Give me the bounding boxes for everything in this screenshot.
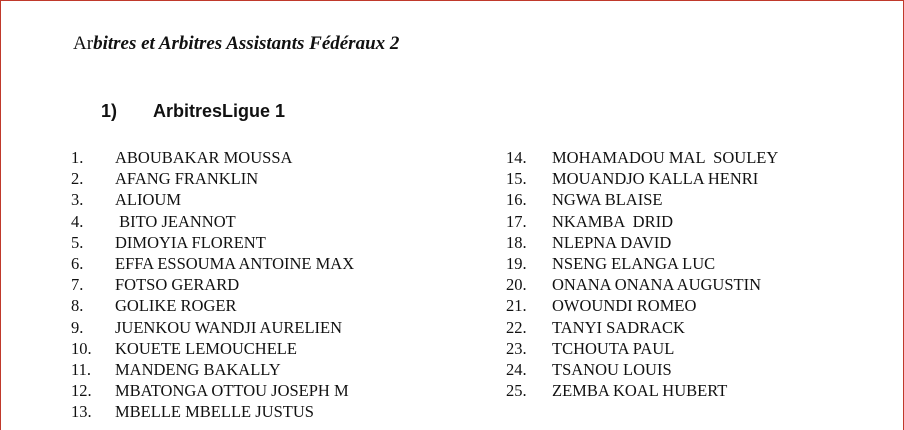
list-item-number: 15. — [506, 169, 527, 189]
list-item — [71, 147, 354, 168]
list-item-number: 9. — [71, 317, 84, 337]
referee-name: EFFA ESSOUMA ANTOINE MAX — [115, 253, 355, 273]
document-title — [73, 33, 399, 55]
list-item-number: 1. — [71, 148, 84, 167]
list-item — [71, 189, 354, 210]
referee-name: MBELLE MBELLE JUSTUS — [115, 402, 314, 422]
referee-name: ABOUBAKAR MOUSSA — [115, 148, 293, 167]
document-title-rest: bitres et Arbitres Assistants Fédéraux 2 — [93, 33, 400, 54]
referee-name: ZEMBA KOAL HUBERT — [552, 381, 728, 401]
list-item-number: 23. — [506, 338, 527, 358]
referee-name: JUENKOU WANDJI AURELIEN — [115, 317, 343, 337]
list-item — [506, 147, 778, 168]
list-item-number: 21. — [506, 296, 527, 316]
list-item-number: 12. — [71, 381, 92, 401]
document-title-lead: Ar — [73, 33, 94, 54]
referee-name: GOLIKE ROGER — [115, 296, 237, 316]
list-item-number: 16. — [506, 190, 527, 210]
list-item — [506, 232, 778, 253]
list-item — [71, 253, 354, 274]
list-item — [71, 317, 354, 338]
list-item — [506, 168, 778, 189]
list-item-number: 14. — [506, 148, 527, 167]
list-item-number: 17. — [506, 211, 527, 231]
referee-name: TSANOU LOUIS — [552, 359, 672, 379]
referee-name: ALIOUM — [115, 190, 181, 210]
referee-name: NSENG ELANGA LUC — [552, 253, 716, 273]
referee-name: NLEPNA DAVID — [552, 232, 672, 252]
referee-name: TANYI SADRACK — [552, 317, 685, 337]
list-item — [71, 295, 354, 316]
list-item — [71, 168, 354, 189]
referee-name: NGWA BLAISE — [552, 190, 663, 210]
referee-name: KOUETE LEMOUCHELE — [115, 338, 297, 358]
referee-name: MANDENG BAKALLY — [115, 359, 281, 379]
list-item — [506, 211, 778, 232]
section-title: ArbitresLigue 1 — [153, 101, 286, 121]
list-item — [71, 380, 354, 401]
list-item — [71, 232, 354, 253]
referee-name: TCHOUTA PAUL — [552, 338, 675, 358]
list-item-number: 20. — [506, 275, 527, 295]
list-item — [506, 380, 778, 401]
referee-name: MOUANDJO KALLA HENRI — [552, 169, 759, 189]
referee-name: AFANG FRANKLIN — [115, 169, 259, 189]
list-item — [71, 211, 354, 232]
list-item — [506, 295, 778, 316]
list-item — [506, 317, 778, 338]
list-item — [71, 338, 354, 359]
section-heading — [101, 101, 285, 122]
list-item — [506, 359, 778, 380]
list-item-number: 25. — [506, 381, 527, 401]
list-item-number: 2. — [71, 169, 84, 189]
referee-name: NKAMBA DRID — [552, 211, 674, 231]
referee-list-left — [71, 147, 354, 422]
list-item-number: 13. — [71, 402, 92, 422]
list-item — [506, 274, 778, 295]
list-item-number: 11. — [71, 359, 92, 379]
list-item-number: 19. — [506, 253, 527, 273]
list-item-number: 18. — [506, 232, 527, 252]
referee-name: MOHAMADOU MAL SOULEY — [552, 148, 779, 167]
list-item-number: 3. — [71, 190, 84, 210]
referee-name: MBATONGA OTTOU JOSEPH M — [115, 381, 349, 401]
section-number: 1) — [101, 101, 118, 121]
list-item-number: 5. — [71, 232, 84, 252]
referee-list-right — [506, 147, 778, 401]
list-item-number: 10. — [71, 338, 92, 358]
list-item-number: 8. — [71, 296, 84, 316]
list-item-number: 24. — [506, 359, 527, 379]
list-item — [71, 401, 354, 422]
referee-name: BITO JEANNOT — [115, 211, 236, 231]
list-item-number: 4. — [71, 211, 84, 231]
list-item-number: 22. — [506, 317, 527, 337]
list-item-number: 6. — [71, 253, 84, 273]
referee-name: DIMOYIA FLORENT — [115, 232, 266, 252]
referee-name: FOTSO GERARD — [115, 275, 240, 295]
list-item — [71, 274, 354, 295]
list-item — [506, 253, 778, 274]
list-item — [506, 189, 778, 210]
list-item — [506, 338, 778, 359]
list-item — [71, 359, 354, 380]
referee-name: OWOUNDI ROMEO — [552, 296, 697, 316]
list-item-number: 7. — [71, 275, 84, 295]
referee-name: ONANA ONANA AUGUSTIN — [552, 275, 762, 295]
